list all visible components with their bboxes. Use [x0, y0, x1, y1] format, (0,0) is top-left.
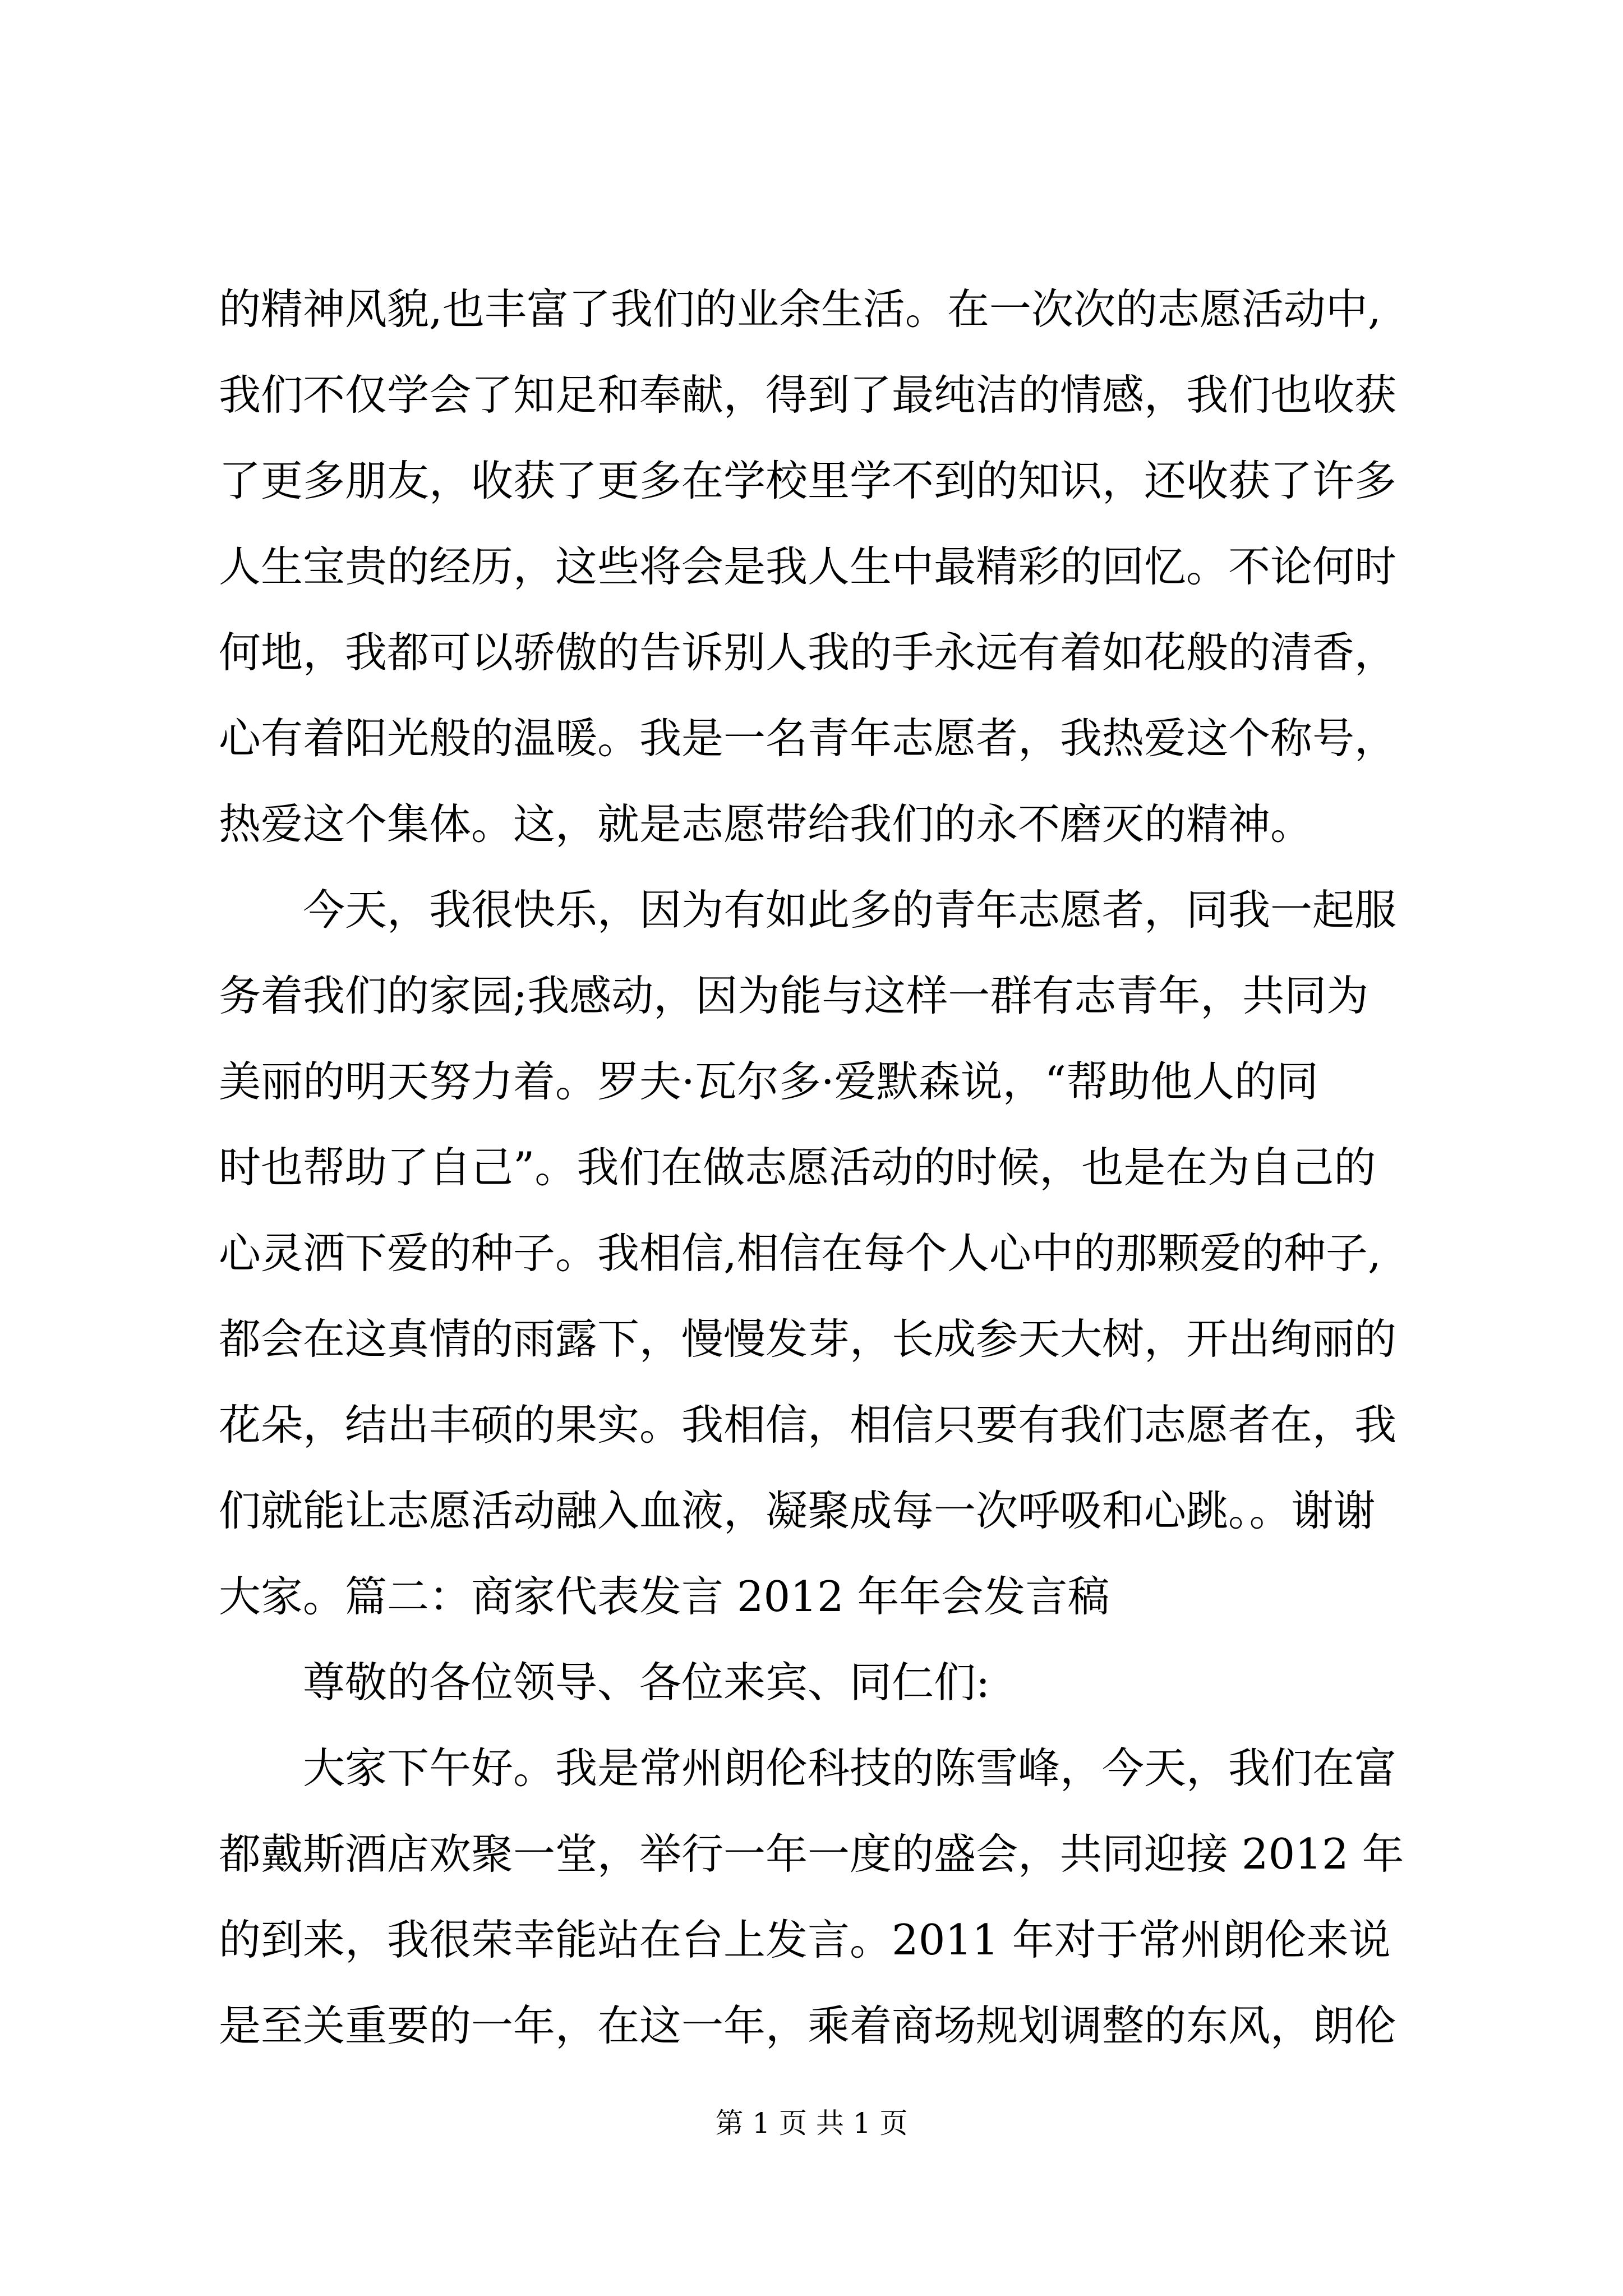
text-line-19: 都戴斯酒店欢聚一堂，举行一年一度的盛会，共同迎接 2012 年 — [219, 1829, 1404, 1879]
text-line-7: 热爱这个集体。这，就是志愿带给我们的永不磨灭的精神。 — [219, 799, 1313, 849]
text-line-10: 美丽的明天努力着。罗夫·瓦尔多·爱默森说，“帮助他人的同 — [219, 1057, 1319, 1106]
text-line-2: 我们不仅学会了知足和奉献，得到了最纯洁的情感，我们也收获 — [219, 370, 1397, 420]
text-line-12: 心灵洒下爱的种子。我相信,相信在每个人心中的那颗爱的种子, — [219, 1228, 1381, 1278]
page-footer: 第 1 页 共 1 页 — [715, 2107, 908, 2139]
text-line-1: 的精神风貌,也丰富了我们的业余生活。在一次次的志愿活动中, — [219, 284, 1381, 334]
text-line-16: 大家。篇二：商家代表发言 2012 年年会发言稿 — [219, 1572, 1110, 1621]
text-line-5: 何地，我都可以骄傲的告诉别人我的手永远有着如花般的清香， — [219, 628, 1397, 677]
text-line-13: 都会在这真情的雨露下，慢慢发芽，长成参天大树，开出绚丽的 — [219, 1314, 1397, 1364]
text-line-21: 是至关重要的一年，在这一年，乘着商场规划调整的东风，朗伦 — [219, 2001, 1397, 2050]
text-line-18: 大家下午好。我是常州朗伦科技的陈雪峰，今天，我们在富 — [219, 1743, 1397, 1793]
text-line-14: 花朵，结出丰硕的果实。我相信，相信只要有我们志愿者在，我 — [219, 1400, 1397, 1450]
text-line-20: 的到来，我很荣幸能站在台上发言。2011 年对于常州朗伦来说 — [219, 1915, 1391, 1964]
text-line-8: 今天，我很快乐，因为有如此多的青年志愿者，同我一起服 — [219, 885, 1397, 935]
text-line-4: 人生宝贵的经历，这些将会是我人生中最精彩的回忆。不论何时 — [219, 542, 1397, 591]
body-text — [219, 266, 1419, 2069]
text-line-11: 时也帮助了自己”。我们在做志愿活动的时候，也是在为自己的 — [219, 1143, 1376, 1192]
text-line-6: 心有着阳光般的温暖。我是一名青年志愿者，我热爱这个称号， — [219, 714, 1397, 763]
text-line-9: 务着我们的家园;我感动，因为能与这样一群有志青年，共同为 — [219, 971, 1369, 1020]
text-line-15: 们就能让志愿活动融入血液，凝聚成每一次呼吸和心跳。。谢谢 — [219, 1486, 1376, 1535]
text-line-17: 尊敬的各位领导、各位来宾、同仁们: — [219, 1658, 990, 1707]
text-line-3: 了更多朋友，收获了更多在学校里学不到的知识，还收获了许多 — [219, 456, 1397, 505]
